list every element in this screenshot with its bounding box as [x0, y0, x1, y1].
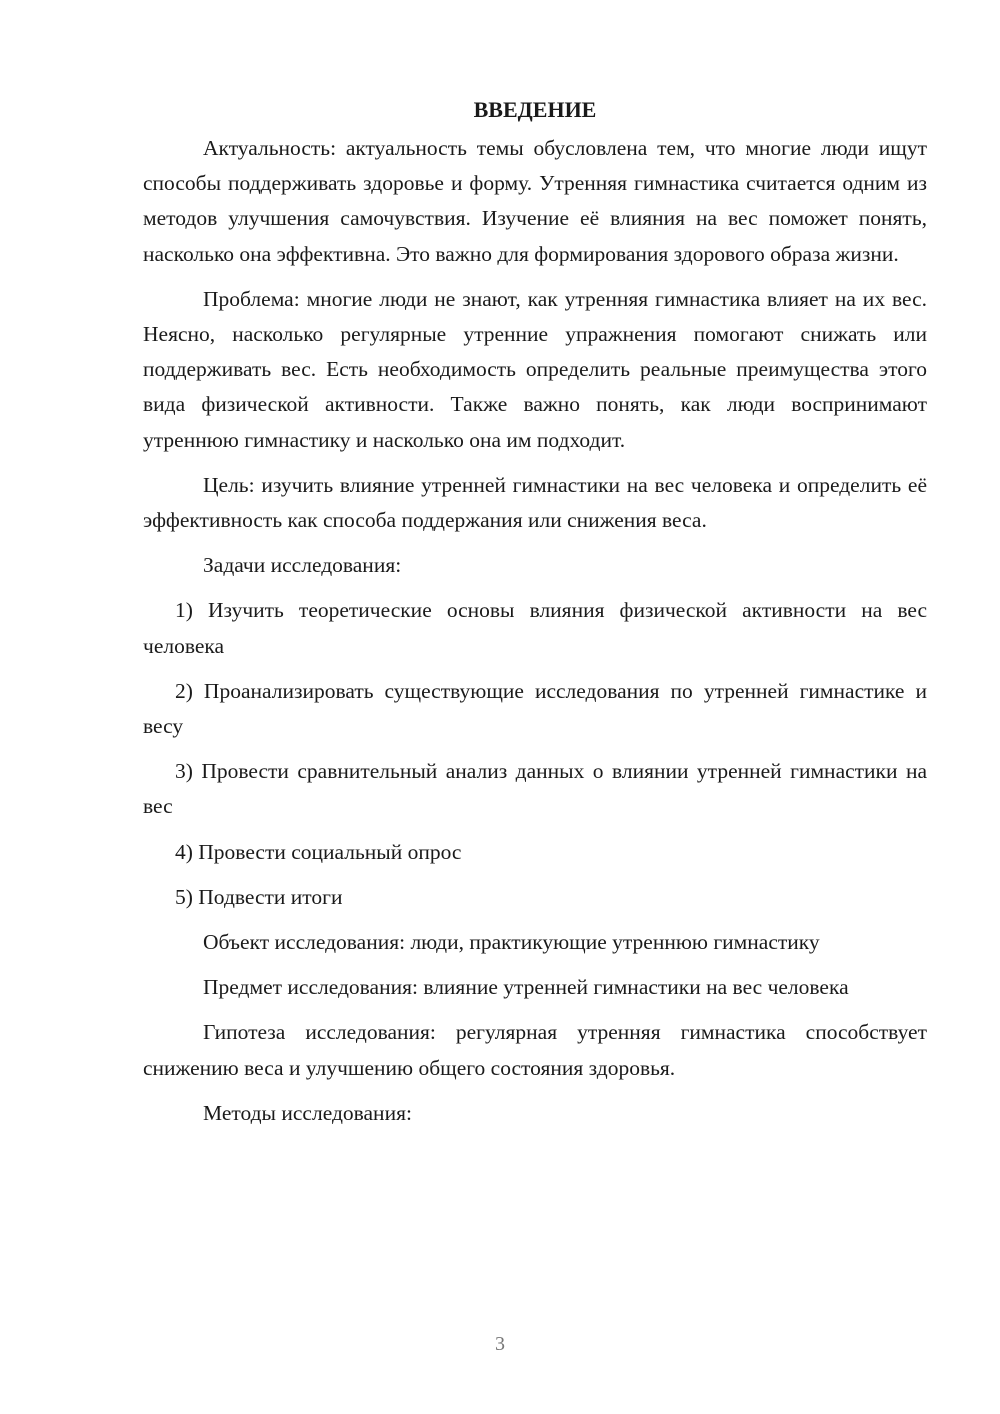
list-item: 5) Подвести итоги [175, 884, 343, 909]
methods-heading: Методы исследования: [203, 1100, 412, 1125]
list-item: 3) Провести сравнительный анализ данных о влиянии утренней гимнастики на вес [143, 759, 927, 819]
list-item: 1) Изучить теоретические основы влияния физической активности на вес человека [143, 598, 927, 658]
page-number: 3 [495, 1333, 505, 1355]
tasks-list [143, 593, 927, 915]
object-paragraph: Объект исследования: люди, практикующие утреннюю гимнастику [203, 930, 820, 955]
list-item: 2) Проанализировать существующие исследования по утренней гимнастике и весу [143, 678, 927, 739]
subject-paragraph: Предмет исследования: влияние утренней гимнастики на вес человека [203, 975, 849, 1000]
document-page [143, 92, 927, 1131]
relevance-paragraph: Актуальность: актуальность темы обусловлена тем, что многие люди ищут способы поддерживать здоровье и форму. Утренняя гимнастика считается одним из методов улучшения самочувствия. Изучение её влияния на вес поможет понять, насколько она эффективна. Это важно для формирования здорового образа жизни. [143, 136, 927, 266]
list-item: 4) Провести социальный опрос [175, 839, 462, 864]
page-title: ВВЕДЕНИЕ [473, 97, 597, 122]
tasks-heading: Задачи исследования: [203, 553, 402, 578]
problem-paragraph: Проблема: многие люди не знают, как утренняя гимнастика влияет на их вес. Неясно, насколько регулярные утренние упражнения помогают снижать или поддерживать вес. Есть необходимость определить реальные преимущества этого вида физической активности. Также важно понять, как люди воспринимают утреннюю гимнастику и насколько она им подходит. [143, 286, 927, 452]
hypothesis-paragraph: Гипотеза исследования: регулярная утренняя гимнастика способствует снижению веса и улучшению общего состояния здоровья. [143, 1020, 927, 1080]
goal-paragraph: Цель: изучить влияние утренней гимнастики на вес человека и определить её эффективность как способа поддержания или снижения веса. [143, 472, 927, 533]
